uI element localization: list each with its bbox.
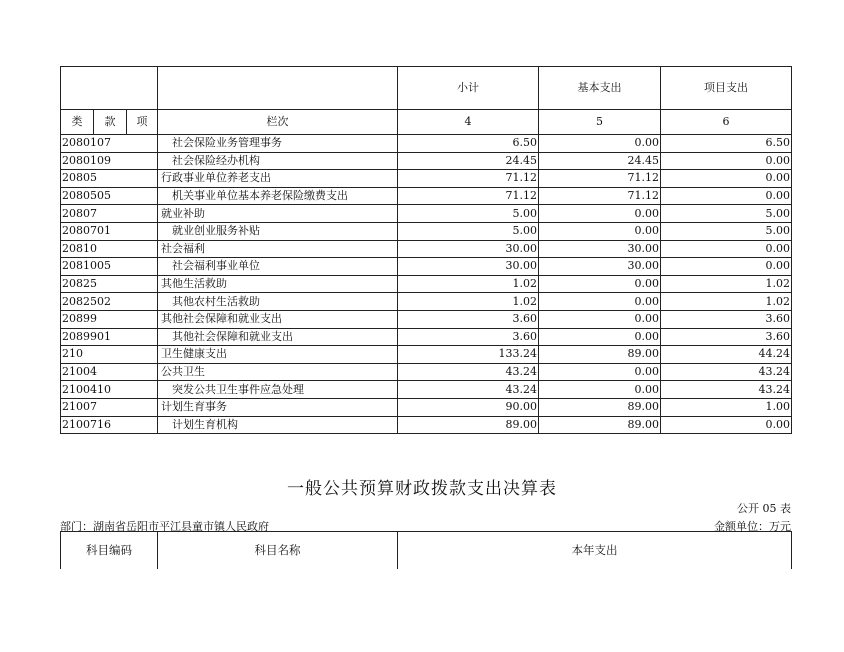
subject-code: 2089901	[61, 328, 158, 346]
subject-code: 20810	[61, 240, 158, 258]
project-expenditure-value: 5.00	[661, 222, 792, 240]
basic-expenditure-value: 0.00	[539, 293, 661, 311]
subtotal-value: 1.02	[398, 293, 539, 311]
subtotal-value: 24.45	[398, 152, 539, 170]
subject-name: 计划生育机构	[158, 416, 398, 434]
basic-expenditure-value: 30.00	[539, 240, 661, 258]
basic-expenditure-value: 0.00	[539, 328, 661, 346]
subject-code: 2080109	[61, 152, 158, 170]
subject-code: 2100410	[61, 381, 158, 399]
table-row	[61, 293, 792, 311]
subject-name: 突发公共卫生事件应急处理	[158, 381, 398, 399]
subject-code: 21004	[61, 363, 158, 381]
basic-expenditure-value: 0.00	[539, 275, 661, 293]
project-expenditure-value: 0.00	[661, 170, 792, 188]
subject-name: 卫生健康支出	[158, 346, 398, 364]
project-expenditure-value: 3.60	[661, 328, 792, 346]
subject-name: 就业创业服务补贴	[158, 222, 398, 240]
subject-name: 机关事业单位基本养老保险缴费支出	[158, 187, 398, 205]
header-subject-name: 科目名称	[158, 532, 398, 569]
subtotal-value: 90.00	[398, 398, 539, 416]
project-expenditure-value: 3.60	[661, 310, 792, 328]
subtotal-value: 6.50	[398, 135, 539, 153]
basic-expenditure-value: 71.12	[539, 187, 661, 205]
subject-name: 社会福利	[158, 240, 398, 258]
table-row	[61, 152, 792, 170]
basic-expenditure-value: 0.00	[539, 310, 661, 328]
subject-code: 2080107	[61, 135, 158, 153]
amount-unit-label: 金额单位：万元	[714, 520, 791, 533]
table-row	[61, 170, 792, 188]
basic-expenditure-value: 89.00	[539, 416, 661, 434]
basic-expenditure-value: 89.00	[539, 346, 661, 364]
subject-code: 2082502	[61, 293, 158, 311]
subtotal-value: 5.00	[398, 205, 539, 223]
subject-name: 其他社会保障和就业支出	[158, 328, 398, 346]
subtotal-value: 3.60	[398, 328, 539, 346]
project-expenditure-value: 0.00	[661, 416, 792, 434]
project-expenditure-value: 6.50	[661, 135, 792, 153]
expenditure-table-continued	[60, 66, 792, 434]
header-index-subtotal: 4	[398, 110, 539, 135]
project-expenditure-value: 43.24	[661, 381, 792, 399]
basic-expenditure-value: 24.45	[539, 152, 661, 170]
project-expenditure-value: 44.24	[661, 346, 792, 364]
header-kuan: 款	[94, 110, 127, 135]
table-header-top	[61, 67, 792, 110]
expenditure-table-new	[60, 531, 792, 569]
subtotal-value: 43.24	[398, 363, 539, 381]
project-expenditure-value: 1.02	[661, 275, 792, 293]
subtotal-value: 71.12	[398, 170, 539, 188]
subtotal-value: 89.00	[398, 416, 539, 434]
project-expenditure-value: 0.00	[661, 258, 792, 276]
table-row	[61, 328, 792, 346]
department-label: 部门：湖南省岳阳市平江县童市镇人民政府	[60, 520, 269, 533]
subject-name: 社会保险经办机构	[158, 152, 398, 170]
basic-expenditure-value: 71.12	[539, 170, 661, 188]
subject-name: 行政事业单位养老支出	[158, 170, 398, 188]
basic-expenditure-value: 30.00	[539, 258, 661, 276]
project-expenditure-value: 43.24	[661, 363, 792, 381]
subtotal-value: 3.60	[398, 310, 539, 328]
table-header	[61, 532, 792, 569]
header-blank-cell	[61, 67, 158, 110]
subject-code: 20825	[61, 275, 158, 293]
basic-expenditure-value: 0.00	[539, 381, 661, 399]
project-expenditure-value: 1.00	[661, 398, 792, 416]
subtotal-value: 1.02	[398, 275, 539, 293]
subject-name: 其他生活救助	[158, 275, 398, 293]
header-current-year-expenditure: 本年支出	[398, 532, 792, 569]
subject-name: 其他农村生活救助	[158, 293, 398, 311]
table-row	[61, 363, 792, 381]
header-subtotal: 小计	[398, 67, 539, 110]
table-row	[61, 346, 792, 364]
header-lei: 类	[61, 110, 94, 135]
table-row	[61, 275, 792, 293]
table-header-bottom	[61, 110, 792, 135]
subject-name: 社会福利事业单位	[158, 258, 398, 276]
subject-code: 2081005	[61, 258, 158, 276]
table-row	[61, 398, 792, 416]
table-row	[61, 416, 792, 434]
form-number: 公开 05 表	[737, 502, 791, 515]
table-row	[61, 187, 792, 205]
header-lanci: 栏次	[158, 110, 398, 135]
project-expenditure-value: 0.00	[661, 187, 792, 205]
table-row	[61, 205, 792, 223]
header-basic-expenditure: 基本支出	[539, 67, 661, 110]
subject-name: 就业补助	[158, 205, 398, 223]
report-title: 一般公共预算财政拨款支出决算表	[287, 479, 557, 499]
project-expenditure-value: 0.00	[661, 240, 792, 258]
subject-name: 社会保险业务管理事务	[158, 135, 398, 153]
basic-expenditure-value: 89.00	[539, 398, 661, 416]
subtotal-value: 30.00	[398, 240, 539, 258]
subject-code: 20899	[61, 310, 158, 328]
table-row	[61, 135, 792, 153]
subject-code: 2080701	[61, 222, 158, 240]
basic-expenditure-value: 0.00	[539, 222, 661, 240]
subject-name: 公共卫生	[158, 363, 398, 381]
table-row	[61, 222, 792, 240]
header-blank-cell	[158, 67, 398, 110]
subject-code: 2100716	[61, 416, 158, 434]
subject-code: 20807	[61, 205, 158, 223]
subject-name: 其他社会保障和就业支出	[158, 310, 398, 328]
project-expenditure-value: 0.00	[661, 152, 792, 170]
project-expenditure-value: 1.02	[661, 293, 792, 311]
basic-expenditure-value: 0.00	[539, 363, 661, 381]
subtotal-value: 43.24	[398, 381, 539, 399]
header-index-project: 6	[661, 110, 792, 135]
subtotal-value: 5.00	[398, 222, 539, 240]
project-expenditure-value: 5.00	[661, 205, 792, 223]
subtotal-value: 71.12	[398, 187, 539, 205]
subtotal-value: 30.00	[398, 258, 539, 276]
table-row	[61, 240, 792, 258]
subject-code: 210	[61, 346, 158, 364]
basic-expenditure-value: 0.00	[539, 205, 661, 223]
subject-code: 2080505	[61, 187, 158, 205]
basic-expenditure-value: 0.00	[539, 135, 661, 153]
subject-name: 计划生育事务	[158, 398, 398, 416]
subject-code: 20805	[61, 170, 158, 188]
header-project-expenditure: 项目支出	[661, 67, 792, 110]
header-index-basic: 5	[539, 110, 661, 135]
header-xiang: 项	[127, 110, 158, 135]
table-row	[61, 310, 792, 328]
table-row	[61, 258, 792, 276]
subtotal-value: 133.24	[398, 346, 539, 364]
subject-code: 21007	[61, 398, 158, 416]
table-row	[61, 381, 792, 399]
header-subject-code: 科目编码	[61, 532, 158, 569]
